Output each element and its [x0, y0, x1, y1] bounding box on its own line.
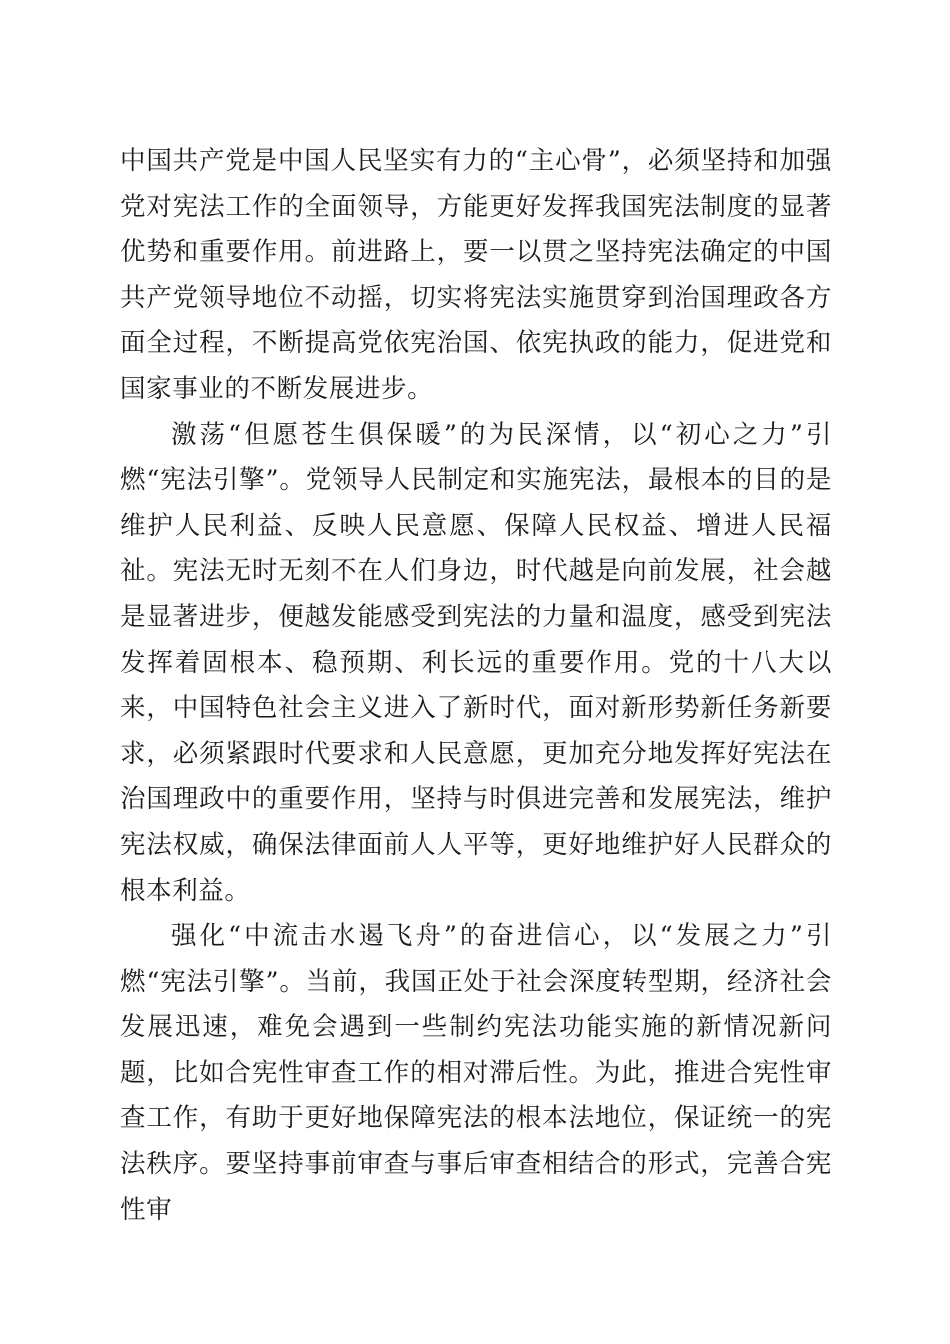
paragraph-1: 中国共产党是中国人民坚实有力的“主心骨”，必须坚持和加强党对宪法工作的全面领导，方能更好发挥我国宪法制度的显著优势和重要作用。前进路上，要一以贯之坚持宪法确定的中国共产党领导地位不动摇，切实将宪法实施贯穿到治国理政各方面全过程，不断提高党依宪治国、依宪执政的能力，促进党和国家事业的不断发展进步。 [120, 146, 832, 404]
document-body [120, 139, 832, 1233]
paragraph-3: 强化“中流击水遏飞舟”的奋进信心，以“发展之力”引燃“宪法引擎”。当前，我国正处于社会深度转型期，经济社会发展迅速，难免会遇到一些制约宪法功能实施的新情况新问题，比如合宪性审查工作的相对滞后性。为此，推进合宪性审查工作，有助于更好地保障宪法的根本法地位，保证统一的宪法秩序。要坚持事前审查与事后审查相结合的形式，完善合宪性审 [120, 921, 832, 1225]
paragraph-2: 激荡“但愿苍生俱保暖”的为民深情，以“初心之力”引燃“宪法引擎”。党领导人民制定和实施宪法，最根本的目的是维护人民利益、反映人民意愿、保障人民权益、增进人民福祉。宪法无时无刻不在人们身边，时代越是向前发展，社会越是显著进步，便越发能感受到宪法的力量和温度，感受到宪法发挥着固根本、稳预期、利长远的重要作用。党的十八大以来，中国特色社会主义进入了新时代，面对新形势新任务新要求，必须紧跟时代要求和人民意愿，更加充分地发挥好宪法在治国理政中的重要作用，坚持与时俱进完善和发展宪法，维护宪法权威，确保法律面前人人平等，更好地维护好人民群众的根本利益。 [120, 419, 832, 906]
